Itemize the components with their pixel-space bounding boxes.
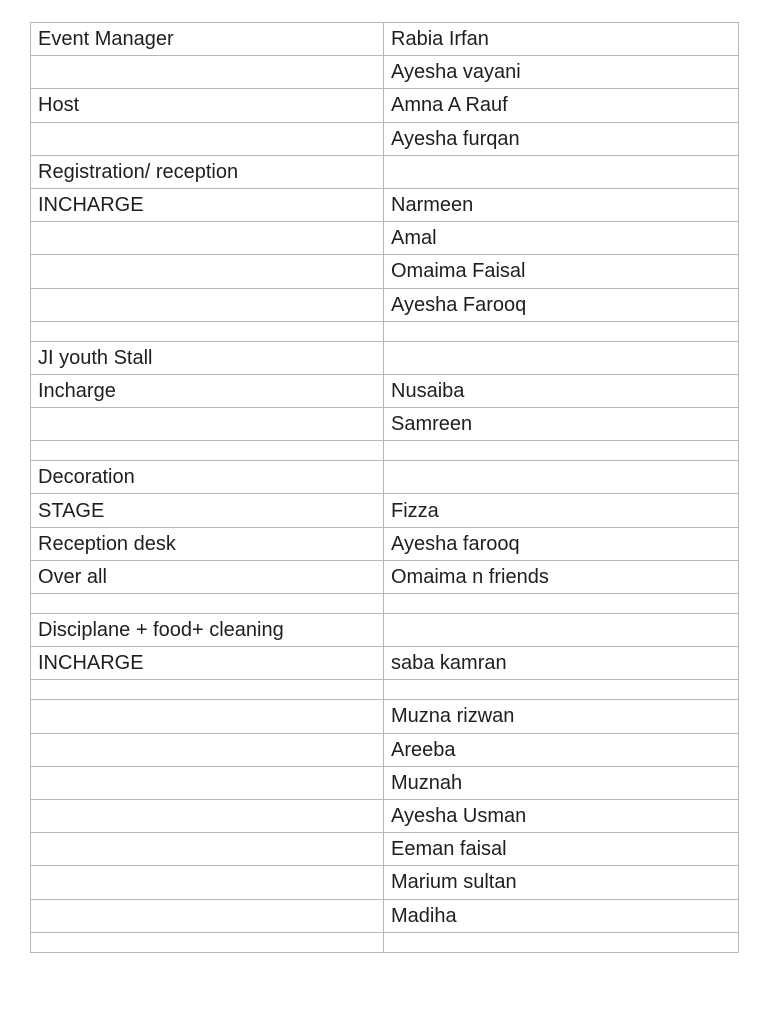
table-row — [31, 122, 739, 155]
table-row — [31, 527, 739, 560]
person-cell: saba kamran — [384, 647, 739, 680]
person-cell — [384, 932, 739, 952]
table-row — [31, 700, 739, 733]
table-row — [31, 23, 739, 56]
person-cell: Ayesha farooq — [384, 527, 739, 560]
table-row — [31, 89, 739, 122]
role-cell: INCHARGE — [31, 647, 384, 680]
person-cell: Madiha — [384, 899, 739, 932]
table-row — [31, 494, 739, 527]
person-cell: Samreen — [384, 408, 739, 441]
table-row — [31, 614, 739, 647]
person-cell: Narmeen — [384, 188, 739, 221]
role-cell — [31, 766, 384, 799]
spacer-row — [31, 441, 739, 461]
table-row — [31, 222, 739, 255]
person-cell: Omaima n friends — [384, 560, 739, 593]
person-cell: Muznah — [384, 766, 739, 799]
person-cell: Omaima Faisal — [384, 255, 739, 288]
duty-table — [30, 22, 739, 953]
role-cell: JI youth Stall — [31, 341, 384, 374]
person-cell: Fizza — [384, 494, 739, 527]
role-cell — [31, 441, 384, 461]
role-cell — [31, 56, 384, 89]
table-row — [31, 461, 739, 494]
role-cell — [31, 680, 384, 700]
role-cell — [31, 866, 384, 899]
role-cell — [31, 932, 384, 952]
role-cell: STAGE — [31, 494, 384, 527]
duty-table-body — [31, 23, 739, 953]
person-cell: Rabia Irfan — [384, 23, 739, 56]
role-cell — [31, 700, 384, 733]
person-cell — [384, 680, 739, 700]
role-cell — [31, 288, 384, 321]
table-row — [31, 733, 739, 766]
table-row — [31, 155, 739, 188]
role-cell — [31, 321, 384, 341]
person-cell: Nusaiba — [384, 374, 739, 407]
table-row — [31, 899, 739, 932]
role-cell: Over all — [31, 560, 384, 593]
person-cell — [384, 321, 739, 341]
table-row — [31, 766, 739, 799]
role-cell: INCHARGE — [31, 188, 384, 221]
role-cell — [31, 799, 384, 832]
table-row — [31, 374, 739, 407]
table-row — [31, 799, 739, 832]
person-cell — [384, 614, 739, 647]
person-cell — [384, 461, 739, 494]
person-cell — [384, 441, 739, 461]
table-row — [31, 341, 739, 374]
role-cell — [31, 222, 384, 255]
role-cell: Decoration — [31, 461, 384, 494]
table-row — [31, 560, 739, 593]
table-row — [31, 647, 739, 680]
person-cell: Muzna rizwan — [384, 700, 739, 733]
role-cell: Incharge — [31, 374, 384, 407]
table-row — [31, 408, 739, 441]
role-cell — [31, 408, 384, 441]
person-cell: Areeba — [384, 733, 739, 766]
person-cell: Marium sultan — [384, 866, 739, 899]
role-cell — [31, 899, 384, 932]
role-cell: Disciplane + food+ cleaning — [31, 614, 384, 647]
spacer-row — [31, 932, 739, 952]
role-cell — [31, 733, 384, 766]
table-row — [31, 866, 739, 899]
table-row — [31, 255, 739, 288]
role-cell: Registration/ reception — [31, 155, 384, 188]
person-cell — [384, 594, 739, 614]
person-cell: Eeman faisal — [384, 833, 739, 866]
person-cell: Ayesha Usman — [384, 799, 739, 832]
table-row — [31, 833, 739, 866]
spacer-row — [31, 321, 739, 341]
role-cell — [31, 122, 384, 155]
role-cell: Reception desk — [31, 527, 384, 560]
role-cell — [31, 833, 384, 866]
role-cell — [31, 594, 384, 614]
spacer-row — [31, 680, 739, 700]
person-cell: Ayesha vayani — [384, 56, 739, 89]
person-cell: Ayesha Farooq — [384, 288, 739, 321]
person-cell: Amna A Rauf — [384, 89, 739, 122]
table-row — [31, 288, 739, 321]
role-cell — [31, 255, 384, 288]
person-cell: Ayesha furqan — [384, 122, 739, 155]
role-cell: Event Manager — [31, 23, 384, 56]
spacer-row — [31, 594, 739, 614]
person-cell: Amal — [384, 222, 739, 255]
table-row — [31, 188, 739, 221]
person-cell — [384, 155, 739, 188]
role-cell: Host — [31, 89, 384, 122]
person-cell — [384, 341, 739, 374]
table-row — [31, 56, 739, 89]
